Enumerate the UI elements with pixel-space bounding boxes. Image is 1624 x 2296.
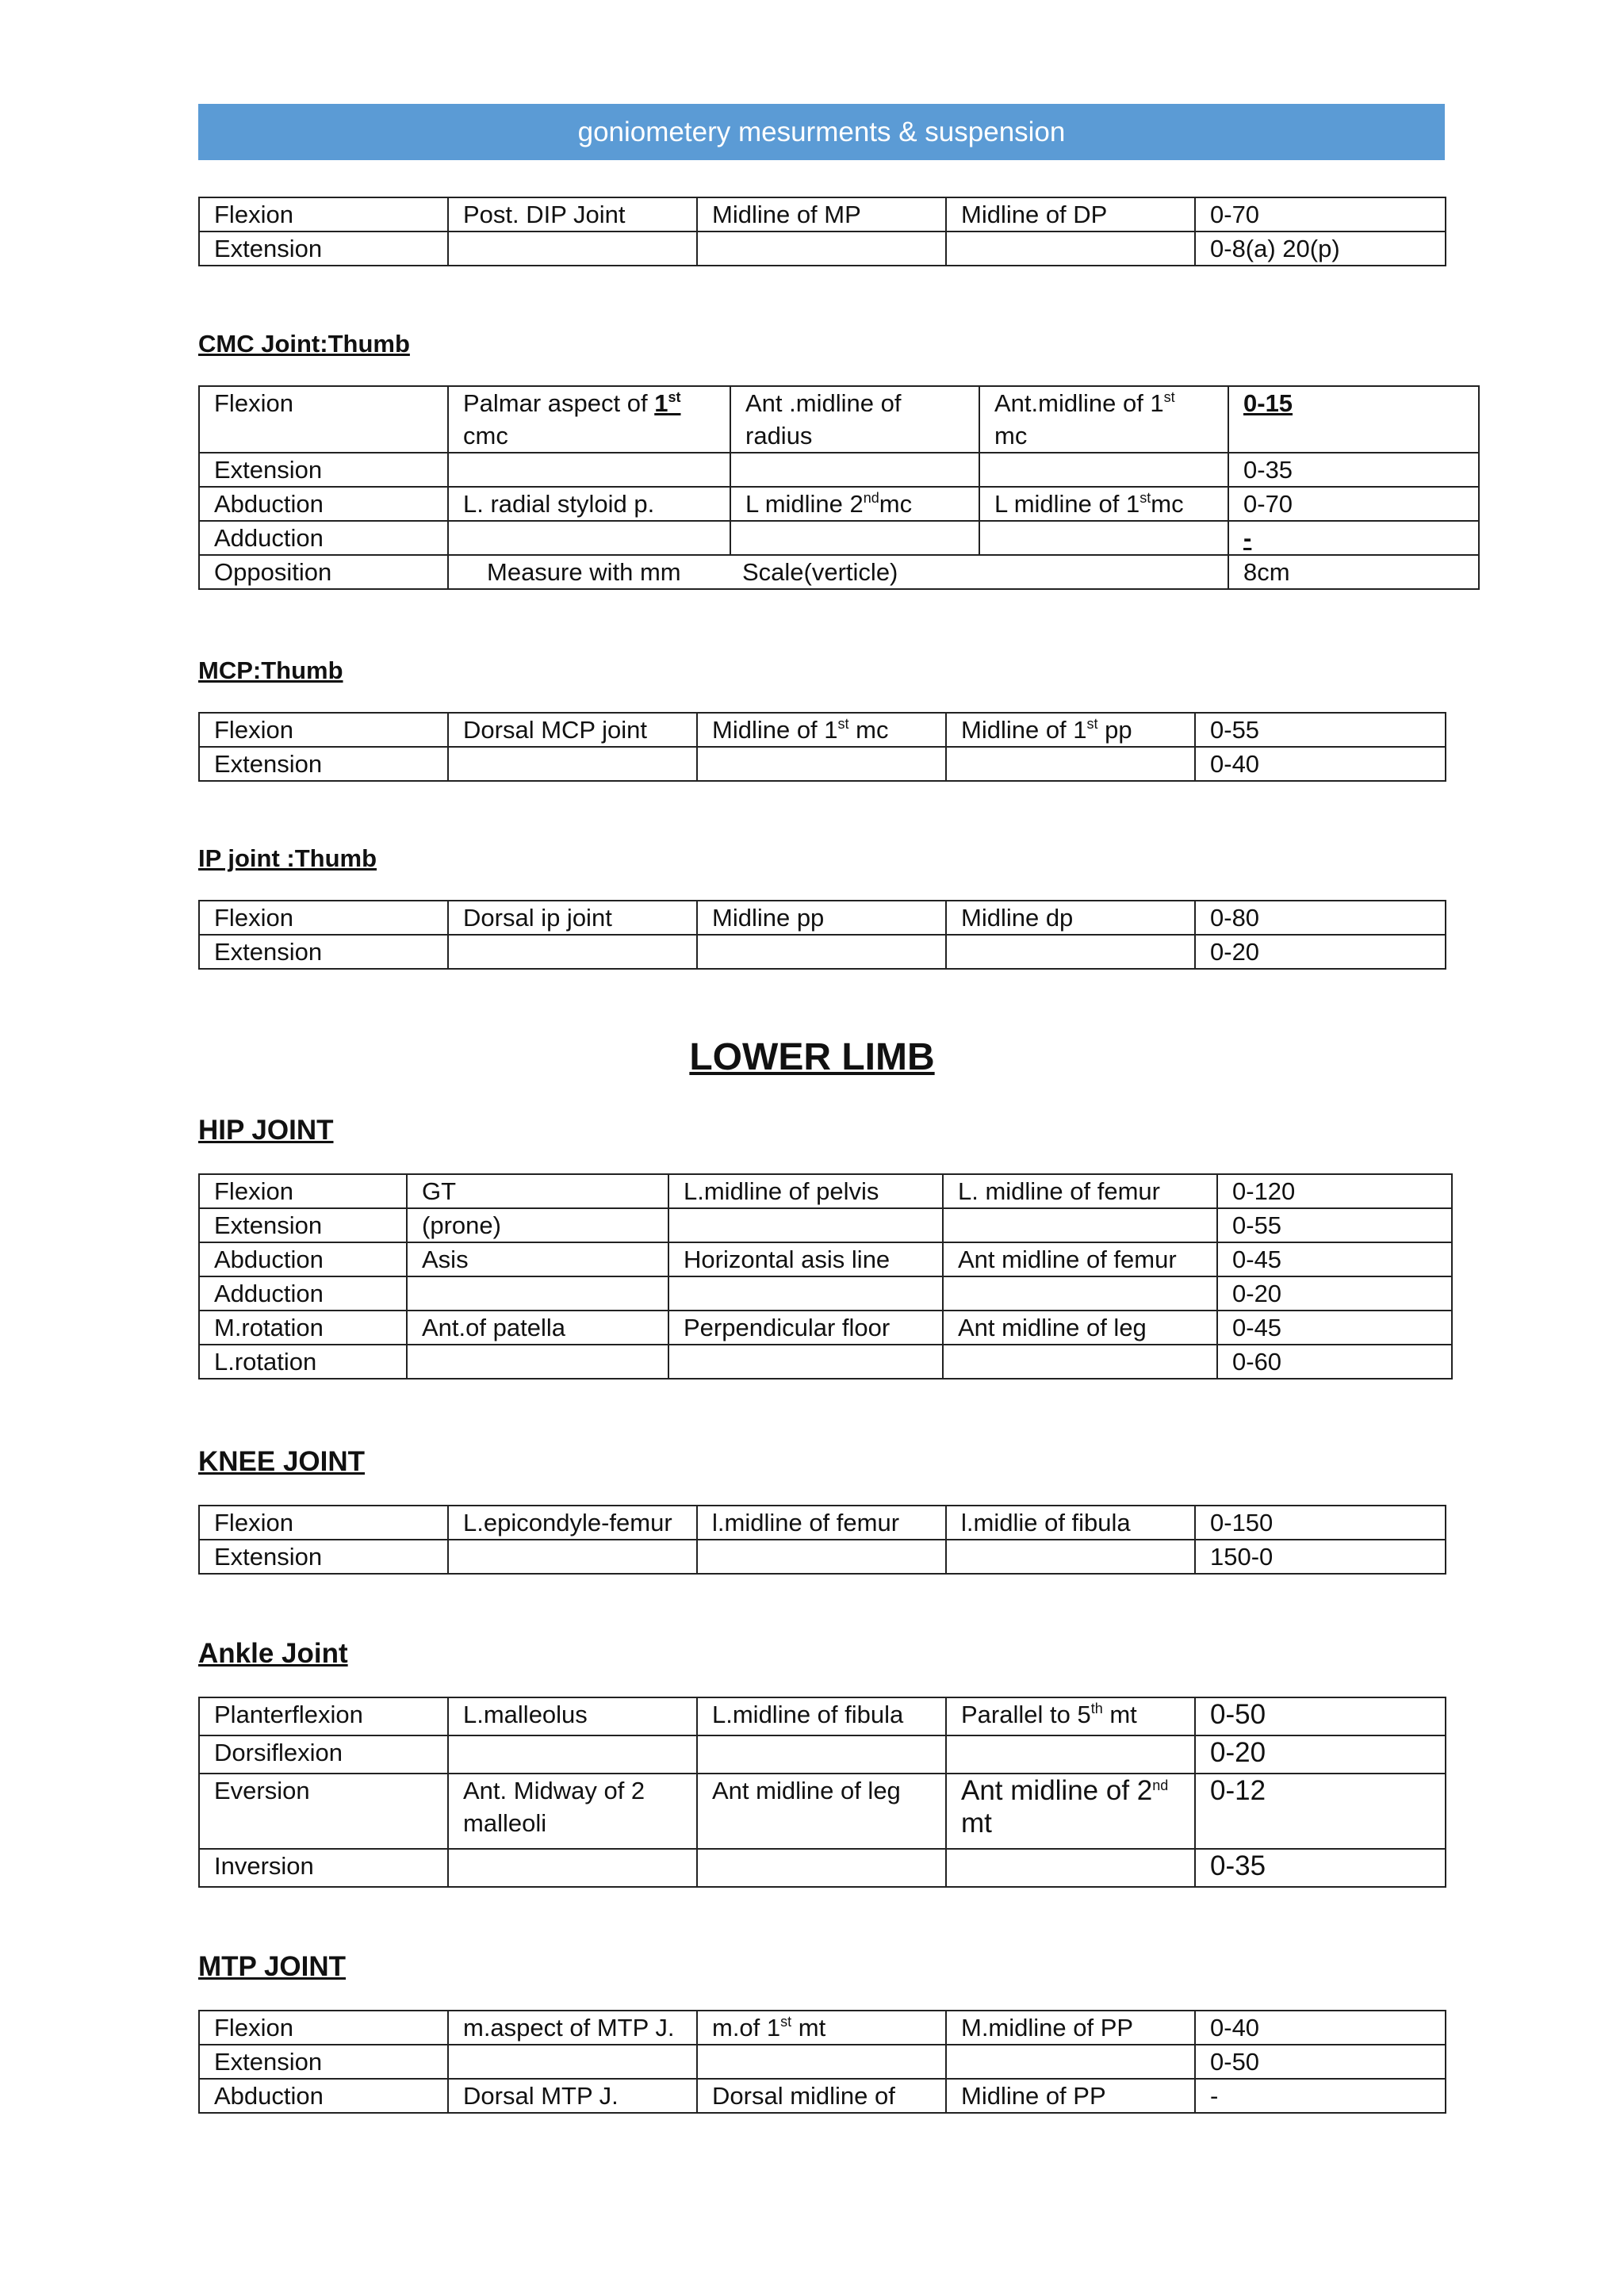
table-row bbox=[199, 2011, 1446, 2045]
range-cell: 0-40 bbox=[1195, 2011, 1446, 2045]
range-cell: 0-45 bbox=[1217, 1242, 1452, 1276]
stationary-arm-cell: L midline 2ndmc bbox=[730, 487, 979, 521]
table-row bbox=[199, 2079, 1446, 2113]
axis-cell bbox=[407, 1276, 668, 1311]
moving-arm-cell: Parallel to 5th mt bbox=[946, 1697, 1195, 1735]
stationary-arm-cell bbox=[730, 521, 979, 555]
axis-cell: L. radial styloid p. bbox=[448, 487, 730, 521]
knee-joint-table bbox=[198, 1505, 1446, 1575]
axis-cell bbox=[448, 2045, 697, 2079]
motion-cell: Dorsiflexion bbox=[199, 1735, 448, 1774]
moving-arm-cell: Midline of DP bbox=[946, 197, 1195, 232]
stationary-arm-cell bbox=[697, 935, 946, 969]
ankle-joint-table bbox=[198, 1697, 1446, 1888]
axis-cell: Asis bbox=[407, 1242, 668, 1276]
table-row bbox=[199, 713, 1446, 747]
table-row bbox=[199, 232, 1446, 266]
axis-cell bbox=[448, 521, 730, 555]
dip-joint-table bbox=[198, 197, 1446, 266]
axis-cell bbox=[448, 935, 697, 969]
stationary-arm-cell bbox=[697, 1849, 946, 1887]
motion-cell: Planterflexion bbox=[199, 1697, 448, 1735]
motion-cell: Abduction bbox=[199, 1242, 407, 1276]
axis-cell bbox=[407, 1345, 668, 1379]
range-cell: 0-40 bbox=[1195, 747, 1446, 781]
stationary-arm-cell: Perpendicular floor bbox=[668, 1311, 943, 1345]
range-cell: 0-20 bbox=[1195, 1735, 1446, 1774]
stationary-arm-cell: Ant .midline of radius bbox=[730, 386, 979, 453]
table-row bbox=[199, 1735, 1446, 1774]
axis-cell: m.aspect of MTP J. bbox=[448, 2011, 697, 2045]
table-row bbox=[199, 1208, 1452, 1242]
mtp-heading: MTP JOINT bbox=[198, 1951, 347, 1982]
motion-cell: Flexion bbox=[199, 2011, 448, 2045]
axis-cell bbox=[448, 1735, 697, 1774]
stationary-arm-cell bbox=[668, 1208, 943, 1242]
motion-cell: Opposition bbox=[199, 555, 448, 589]
range-cell: 0-35 bbox=[1195, 1849, 1446, 1887]
range-cell: 0-20 bbox=[1195, 935, 1446, 969]
stationary-arm-cell: Ant midline of leg bbox=[697, 1774, 946, 1849]
range-cell: 0-70 bbox=[1195, 197, 1446, 232]
table-row bbox=[199, 487, 1479, 521]
stationary-arm-cell bbox=[668, 1276, 943, 1311]
table-row bbox=[199, 1774, 1446, 1849]
table-row bbox=[199, 1311, 1452, 1345]
table-row bbox=[199, 1506, 1446, 1540]
stationary-arm-cell bbox=[697, 747, 946, 781]
stationary-arm-cell bbox=[697, 1540, 946, 1574]
motion-cell: Abduction bbox=[199, 487, 448, 521]
moving-arm-cell bbox=[946, 1540, 1195, 1574]
motion-cell: Flexion bbox=[199, 1506, 448, 1540]
moving-arm-cell: Ant midline of leg bbox=[943, 1311, 1217, 1345]
moving-arm-cell bbox=[946, 747, 1195, 781]
axis-cell: Dorsal MCP joint bbox=[448, 713, 697, 747]
stationary-arm-cell: L.midline of pelvis bbox=[668, 1174, 943, 1208]
table-row bbox=[199, 1540, 1446, 1574]
range-cell: 0-50 bbox=[1195, 1697, 1446, 1735]
table-row bbox=[199, 555, 1479, 589]
knee-heading: KNEE JOINT bbox=[198, 1446, 366, 1477]
stationary-arm-cell bbox=[668, 1345, 943, 1379]
table-row bbox=[199, 1242, 1452, 1276]
opposition-merged-cell bbox=[448, 555, 1228, 589]
axis-cell: Post. DIP Joint bbox=[448, 197, 697, 232]
range-cell: 0-55 bbox=[1217, 1208, 1452, 1242]
table-row bbox=[199, 935, 1446, 969]
cmc-joint-table bbox=[198, 385, 1480, 590]
axis-cell bbox=[448, 1540, 697, 1574]
moving-arm-cell bbox=[946, 935, 1195, 969]
motion-cell: Extension bbox=[199, 747, 448, 781]
table-row bbox=[199, 1697, 1446, 1735]
stationary-arm-cell: Midline pp bbox=[697, 901, 946, 935]
axis-cell: Dorsal ip joint bbox=[448, 901, 697, 935]
axis-cell bbox=[448, 232, 697, 266]
motion-cell: Eversion bbox=[199, 1774, 448, 1849]
mcp-joint-table bbox=[198, 712, 1446, 782]
moving-arm-cell: M.midline of PP bbox=[946, 2011, 1195, 2045]
axis-cell: Dorsal MTP J. bbox=[448, 2079, 697, 2113]
axis-cell: Measure with mm bbox=[487, 558, 681, 586]
stationary-arm-cell: Dorsal midline of bbox=[697, 2079, 946, 2113]
moving-arm-cell: L midline of 1stmc bbox=[979, 487, 1228, 521]
range-cell: 0-8(a) 20(p) bbox=[1195, 232, 1446, 266]
stationary-arm-cell: m.of 1st mt bbox=[697, 2011, 946, 2045]
motion-cell: Flexion bbox=[199, 901, 448, 935]
table-row bbox=[199, 747, 1446, 781]
range-cell: 0-55 bbox=[1195, 713, 1446, 747]
table-row bbox=[199, 386, 1479, 453]
stationary-arm-cell: L.midline of fibula bbox=[697, 1697, 946, 1735]
axis-cell bbox=[448, 747, 697, 781]
motion-cell: L.rotation bbox=[199, 1345, 407, 1379]
range-cell: 0-45 bbox=[1217, 1311, 1452, 1345]
moving-arm-cell bbox=[946, 1735, 1195, 1774]
motion-cell: Flexion bbox=[199, 1174, 407, 1208]
motion-cell: Flexion bbox=[199, 386, 448, 453]
motion-cell: Extension bbox=[199, 1540, 448, 1574]
range-cell: 0-15 bbox=[1228, 386, 1479, 453]
moving-arm-cell bbox=[979, 453, 1228, 487]
moving-arm-cell: Midline of 1st pp bbox=[946, 713, 1195, 747]
stationary-arm-cell: Midline of 1st mc bbox=[697, 713, 946, 747]
range-cell: 0-150 bbox=[1195, 1506, 1446, 1540]
ip-joint-table bbox=[198, 900, 1446, 970]
stationary-arm-cell bbox=[697, 2045, 946, 2079]
range-cell: 0-50 bbox=[1195, 2045, 1446, 2079]
axis-cell bbox=[448, 453, 730, 487]
table-row bbox=[199, 197, 1446, 232]
cmc-heading: CMC Joint:Thumb bbox=[198, 330, 410, 358]
moving-arm-cell: Ant midline of femur bbox=[943, 1242, 1217, 1276]
axis-cell bbox=[448, 1849, 697, 1887]
range-cell: 0-70 bbox=[1228, 487, 1479, 521]
document-banner bbox=[198, 104, 1445, 160]
stationary-arm-cell: Midline of MP bbox=[697, 197, 946, 232]
motion-cell: Adduction bbox=[199, 521, 448, 555]
motion-cell: Abduction bbox=[199, 2079, 448, 2113]
axis-cell: L.epicondyle-femur bbox=[448, 1506, 697, 1540]
ankle-heading: Ankle Joint bbox=[198, 1638, 348, 1669]
moving-arm-cell bbox=[946, 1849, 1195, 1887]
moving-arm-cell bbox=[943, 1276, 1217, 1311]
range-cell: 0-35 bbox=[1228, 453, 1479, 487]
table-row bbox=[199, 901, 1446, 935]
table-row bbox=[199, 1849, 1446, 1887]
lower-limb-title: LOWER LIMB bbox=[689, 1036, 935, 1078]
moving-arm-cell: Midline dp bbox=[946, 901, 1195, 935]
range-cell: 0-120 bbox=[1217, 1174, 1452, 1208]
stationary-arm-cell bbox=[697, 232, 946, 266]
range-cell: 0-20 bbox=[1217, 1276, 1452, 1311]
stationary-arm-cell: Horizontal asis line bbox=[668, 1242, 943, 1276]
motion-cell: Extension bbox=[199, 453, 448, 487]
axis-cell: Palmar aspect of 1st cmc bbox=[448, 386, 730, 453]
motion-cell: Extension bbox=[199, 935, 448, 969]
moving-arm-cell bbox=[946, 232, 1195, 266]
moving-arm-cell bbox=[979, 521, 1228, 555]
moving-arm-cell: L. midline of femur bbox=[943, 1174, 1217, 1208]
moving-arm-cell bbox=[946, 2045, 1195, 2079]
stationary-arm-cell: l.midline of femur bbox=[697, 1506, 946, 1540]
table-row bbox=[199, 1345, 1452, 1379]
motion-cell: Extension bbox=[199, 232, 448, 266]
motion-cell: Adduction bbox=[199, 1276, 407, 1311]
moving-arm-cell bbox=[943, 1345, 1217, 1379]
banner-title: goniometery mesurments & suspension bbox=[577, 116, 1066, 147]
motion-cell: Extension bbox=[199, 2045, 448, 2079]
range-cell: 8cm bbox=[1228, 555, 1479, 589]
range-cell: - bbox=[1228, 521, 1479, 555]
range-cell: 0-80 bbox=[1195, 901, 1446, 935]
table-row bbox=[199, 453, 1479, 487]
table-row bbox=[199, 521, 1479, 555]
axis-cell: GT bbox=[407, 1174, 668, 1208]
motion-cell: Flexion bbox=[199, 713, 448, 747]
ip-heading: IP joint :Thumb bbox=[198, 844, 377, 872]
table-row bbox=[199, 1276, 1452, 1311]
axis-cell: Ant.of patella bbox=[407, 1311, 668, 1345]
table-row bbox=[199, 2045, 1446, 2079]
range-cell: 0-12 bbox=[1195, 1774, 1446, 1849]
table-row bbox=[199, 1174, 1452, 1208]
moving-arm-cell: Ant midline of 2nd mt bbox=[946, 1774, 1195, 1849]
stationary-arm-cell bbox=[730, 453, 979, 487]
hip-joint-table bbox=[198, 1173, 1453, 1380]
moving-arm-cell: Ant.midline of 1st mc bbox=[979, 386, 1228, 453]
axis-cell: (prone) bbox=[407, 1208, 668, 1242]
mtp-joint-table bbox=[198, 2010, 1446, 2114]
motion-cell: M.rotation bbox=[199, 1311, 407, 1345]
motion-cell: Flexion bbox=[199, 197, 448, 232]
motion-cell: Inversion bbox=[199, 1849, 448, 1887]
mcp-heading: MCP:Thumb bbox=[198, 656, 343, 684]
stationary-arm-cell bbox=[697, 1735, 946, 1774]
range-cell: 0-60 bbox=[1217, 1345, 1452, 1379]
hip-heading: HIP JOINT bbox=[198, 1115, 334, 1146]
motion-cell: Extension bbox=[199, 1208, 407, 1242]
range-cell: 150-0 bbox=[1195, 1540, 1446, 1574]
axis-cell: Ant. Midway of 2 malleoli bbox=[448, 1774, 697, 1849]
axis-cell: L.malleolus bbox=[448, 1697, 697, 1735]
moving-arm-cell bbox=[943, 1208, 1217, 1242]
range-cell: - bbox=[1195, 2079, 1446, 2113]
moving-arm-cell: l.midlie of fibula bbox=[946, 1506, 1195, 1540]
moving-arm-cell: Midline of PP bbox=[946, 2079, 1195, 2113]
stationary-arm-cell: Scale(verticle) bbox=[742, 558, 898, 586]
